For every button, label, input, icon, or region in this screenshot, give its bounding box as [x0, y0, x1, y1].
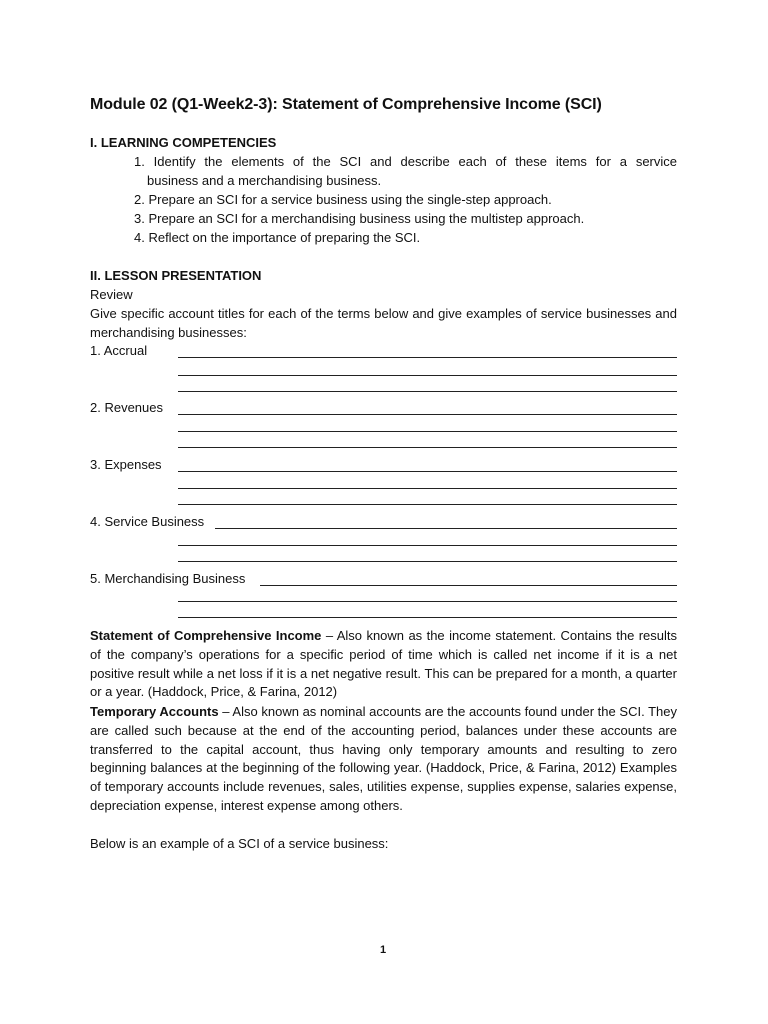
sci-definition — [90, 627, 677, 702]
answer-line[interactable] — [178, 504, 677, 505]
term-accrual: 1. Accrual — [90, 343, 148, 358]
competency-item: 1. Identify the elements of the SCI and describe each of these items for a service — [134, 154, 677, 169]
learning-competencies-heading: I. LEARNING COMPETENCIES — [90, 135, 277, 150]
answer-line[interactable] — [178, 447, 677, 448]
term-revenues: 2. Revenues — [90, 400, 163, 415]
competency-item: 2. Prepare an SCI for a service business using the single-step approach. — [134, 192, 552, 207]
term-service-business: 4. Service Business — [90, 514, 205, 529]
term-expenses: 3. Expenses — [90, 457, 162, 472]
page-title: Module 02 (Q1-Week2-3): Statement of Comprehensive Income (SCI) — [90, 96, 602, 113]
page-number: 1 — [380, 944, 387, 956]
sci-term: Statement of Comprehensive Income — [90, 628, 322, 643]
answer-line[interactable] — [178, 357, 677, 358]
sci-definition-text: – Also known as the income statement. Contains the results of the company’s operations for a specific period of time which is called net income if it is a net positive result while a net loss if it is a net negative result. This can be prepared for a month, a quarter or a year. (Haddock, Price, & Farina, 2012) — [90, 628, 677, 700]
lesson-presentation-heading: II. LESSON PRESENTATION — [90, 268, 262, 283]
temporary-accounts-text: – Also known as nominal accounts are the accounts found under the SCI. They are called such because at the end of the accounting period, balances under these accounts are transferred to the capital account, thus having only temporary amounts and resulting to zero beginning balances at the beginning of the following year. (Haddock, Price, & Farina, 2012) Examples of temporary accounts include revenues, sales, utilities expense, supplies expense, salaries expense, depreciation expense, interest expense among others. — [90, 704, 677, 813]
answer-line[interactable] — [178, 545, 677, 546]
answer-line[interactable] — [178, 561, 677, 562]
term-merchandising-business: 5. Merchandising Business — [90, 571, 246, 586]
answer-line[interactable] — [215, 528, 677, 529]
answer-line[interactable] — [260, 585, 677, 586]
competency-item: 3. Prepare an SCI for a merchandising business using the multistep approach. — [134, 211, 585, 226]
temporary-accounts-term: Temporary Accounts — [90, 704, 219, 719]
competency-item-continued: business and a merchandising business. — [147, 173, 382, 188]
review-instructions: Give specific account titles for each of the terms below and give examples of service businesses and merchandising businesses: — [90, 306, 677, 340]
example-intro: Below is an example of a SCI of a service business: — [90, 836, 389, 851]
answer-line[interactable] — [178, 431, 677, 432]
answer-line[interactable] — [178, 617, 677, 618]
answer-line[interactable] — [178, 414, 677, 415]
review-label: Review — [90, 287, 133, 302]
answer-line[interactable] — [178, 391, 677, 392]
answer-line[interactable] — [178, 375, 677, 376]
answer-line[interactable] — [178, 488, 677, 489]
temporary-accounts-definition — [90, 703, 677, 816]
answer-line[interactable] — [178, 471, 677, 472]
answer-line[interactable] — [178, 601, 677, 602]
competency-item: 4. Reflect on the importance of preparing the SCI. — [134, 230, 421, 245]
